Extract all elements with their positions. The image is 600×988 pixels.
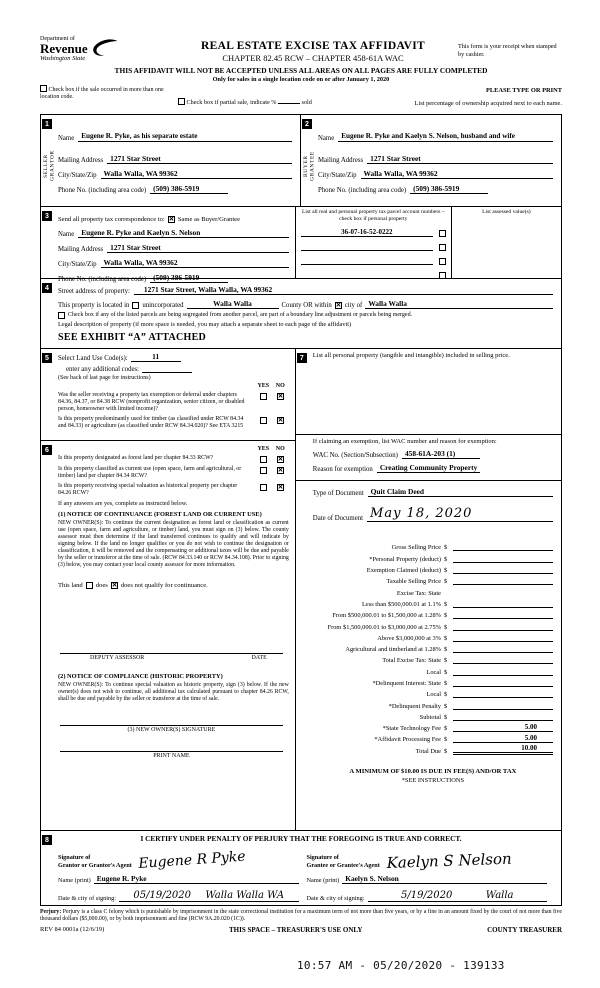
s5-yes-header: YES — [257, 383, 270, 389]
grantee-signature-field[interactable] — [383, 844, 547, 872]
grantee-city-handwriting: Walla — [485, 890, 514, 901]
land-does-not-checkbox[interactable]: ✕ — [111, 582, 118, 590]
buyer-csz-label: City/State/Zip — [318, 172, 357, 179]
print-name-line[interactable]: PRINT NAME — [60, 751, 283, 759]
total-due-field[interactable]: 10.00 — [453, 744, 553, 755]
same-as-buyer-checkbox[interactable]: ✕ — [168, 215, 175, 223]
grantee-date-city-label: Date & city of signing: — [306, 895, 365, 902]
additional-codes-field[interactable] — [142, 365, 192, 373]
county-treasurer-label: COUNTY TREASURER — [487, 926, 562, 935]
street-address-label: Street address of property: — [58, 288, 130, 295]
affidavit-processing-fee-field[interactable]: 5.00 — [453, 734, 553, 743]
dollar-sign: $ — [443, 544, 448, 552]
deputy-assessor-line[interactable] — [60, 653, 283, 661]
title-block — [168, 36, 458, 63]
this-land-label: This land — [58, 582, 83, 590]
reason-label: Reason for exemption — [312, 466, 373, 474]
header-notes — [40, 85, 562, 112]
s6-q3-no-checkbox[interactable]: ✕ — [277, 483, 284, 491]
total-excise-state-field[interactable] — [453, 656, 553, 664]
legal-description-label: Legal description of property (if more space is needed, you may attach a separate sheet to each page of the affidavit) — [58, 321, 352, 329]
seller-phone-field[interactable]: (509) 386-5919 — [150, 184, 228, 194]
corr-csz-label: City/State/Zip — [58, 260, 97, 268]
form-body — [40, 114, 562, 906]
dollar-sign: $ — [443, 747, 448, 755]
buyer-address-label: Mailing Address — [318, 157, 364, 164]
section-5-number: 5 — [42, 353, 52, 363]
section-3-number: 3 — [42, 211, 52, 221]
unincorporated-checkbox[interactable] — [132, 302, 139, 309]
if-yes-note: If any answers are yes, complete as instructed below. — [58, 500, 188, 507]
minimum-due-note: A MINIMUM OF $10.00 IS DUE IN FEE(S) AND/OR TAX — [349, 767, 517, 775]
dollar-sign: $ — [443, 657, 448, 665]
exemption-claimed-field[interactable] — [453, 566, 553, 574]
personal-property-deduct-field[interactable] — [453, 555, 553, 563]
seller-grantor-side-label — [43, 133, 56, 199]
dollar-sign: $ — [443, 612, 448, 620]
city-of-checkbox[interactable]: ✕ — [335, 302, 342, 309]
partial-sale-checkbox[interactable] — [178, 98, 185, 105]
seller-name-label: Name — [58, 135, 75, 142]
dollar-sign: $ — [443, 634, 448, 642]
buyer-name-label: Name — [318, 135, 335, 142]
corr-name-label: Name — [58, 230, 75, 238]
s6-q1-yes-checkbox[interactable] — [260, 456, 267, 463]
dollar-sign: $ — [443, 713, 448, 721]
does-label: does — [95, 582, 108, 590]
land-use-label: Select Land Use Code(s): — [58, 355, 128, 362]
section-5-6-7 — [41, 349, 561, 831]
cashier-timestamp: 10:57 AM - 05/20/2020 - 139133 — [297, 959, 505, 972]
grantor-signature-field[interactable] — [135, 844, 299, 872]
exemption-claimed-label: Exemption Claimed (deduct) — [366, 567, 441, 575]
type-of-document-label: Type of Document — [312, 490, 364, 498]
grantee-sig-label-line1: Signature of — [306, 854, 339, 862]
s6-q3-yes-checkbox[interactable] — [260, 484, 267, 491]
dollar-sign: $ — [443, 567, 448, 575]
agricultural-timberland-label: Agricultural and timberland at 1.28% — [345, 646, 441, 654]
additional-codes-label: enter any additional codes: — [66, 366, 140, 373]
dollar-sign: $ — [443, 623, 448, 631]
s5-no-header: NO — [275, 383, 285, 389]
section-6 — [41, 441, 295, 830]
partial-sale-percent-field[interactable] — [278, 98, 300, 104]
grantee-signature-handwriting: Kaelyn S Nelson — [386, 849, 512, 872]
section-4 — [41, 279, 561, 349]
type-of-document-field[interactable]: Quit Claim Deed — [368, 487, 553, 497]
buyer-side-word: BUYER — [303, 155, 309, 177]
dollar-sign: $ — [443, 691, 448, 699]
taxable-selling-price-label: Taxable Selling Price — [386, 578, 441, 586]
s5-q1-no-checkbox[interactable]: ✕ — [277, 393, 284, 400]
corr-phone-label: Phone No. (including area code) — [58, 275, 147, 283]
right-column — [296, 349, 561, 830]
total-excise-state-label: Total Excise Tax: State — [382, 657, 441, 665]
legal-description-value: SEE EXHIBIT “A” ATTACHED — [58, 332, 207, 344]
multi-location-checkbox[interactable] — [40, 85, 47, 92]
page-content — [40, 36, 562, 934]
tier2-label: From $500,000.01 to $1,500,000 at 1.28% — [332, 612, 441, 620]
ownership-percent-note: List percentage of ownership acquired next to each name. — [414, 100, 562, 107]
section-6-number: 6 — [42, 445, 52, 455]
agricultural-timberland-field[interactable] — [453, 645, 553, 653]
grantor-date-handwriting: 05/19/2020 — [133, 890, 192, 901]
section-7 — [296, 349, 561, 830]
delinquent-penalty-field[interactable] — [453, 702, 553, 710]
grantor-date-city-field[interactable] — [119, 890, 298, 902]
date-of-document-field[interactable] — [367, 506, 553, 522]
tier2-field[interactable] — [453, 611, 553, 619]
parcel-personal-checkbox-2[interactable] — [439, 244, 446, 251]
grantor-side-word: GRANTOR — [49, 150, 56, 182]
tier1-label: Less than $500,000.01 at 1.1% — [362, 600, 441, 608]
grantor-city-handwriting: Walla Walla WA — [205, 890, 285, 901]
please-type-or-print: PLEASE TYPE OR PRINT — [485, 87, 562, 94]
city-of-label: city of — [344, 302, 363, 309]
parcel-personal-checkbox-1[interactable] — [439, 230, 446, 237]
s5-q1-yes-checkbox[interactable] — [260, 393, 267, 400]
section-2-buyer — [301, 115, 561, 206]
divider — [296, 480, 561, 481]
s5-yes-no-header — [58, 383, 289, 389]
parcel-number-field-2[interactable] — [301, 243, 433, 251]
buyer-name-field[interactable]: Eugene R. Pyke and Kaelyn S. Nelson, husband and wife — [338, 132, 553, 142]
grantee-date-handwriting: 5/19/2020 — [401, 890, 453, 901]
segregated-checkbox[interactable] — [58, 312, 65, 319]
dor-logo-text — [40, 36, 88, 62]
seller-name-field[interactable]: Eugene R. Pyke, as his separate estate — [78, 132, 292, 142]
delinquent-interest-local-label: Local — [426, 691, 441, 699]
dollar-sign: $ — [443, 702, 448, 710]
notice-compliance-title: (2) NOTICE OF COMPLIANCE (HISTORIC PROPERTY) — [58, 673, 223, 681]
excise-tax-state-field — [453, 589, 553, 597]
s6-yes-no-header — [58, 446, 289, 452]
corr-phone-field[interactable]: (509) 386-5919 — [150, 273, 228, 283]
treasurer-space-label: THIS SPACE – TREASURER'S USE ONLY — [228, 926, 363, 935]
dollar-sign: $ — [443, 646, 448, 654]
notice-compliance-body: NEW OWNER(S): To continue special valuation as historic property, sign (3) below. If the new owner(s) does not wish to continue, all additional tax calculated pursuant to chapter 84.26 RCW, shall be due and payable by the seller or transferor at the time of sale. — [58, 682, 289, 703]
s6-q3-text: Is this property receiving special valuation as historical property per chapter 84.26 RCW? — [58, 482, 238, 496]
rev-form-code: REV 84 0001a (12/6/19) — [40, 926, 105, 934]
seller-address-label: Mailing Address — [58, 157, 104, 164]
s5-q2-text: Is this property predominantly used for timber (as classified under RCW 84.34 and 84.33) or agriculture (as classified under RCW 84.34.020)? See ETA 3215 — [58, 415, 244, 429]
section-7-number: 7 — [297, 353, 307, 363]
land-use-code-field[interactable]: 11 — [131, 352, 181, 362]
seller-csz-field[interactable]: Walla Walla, WA 99362 — [101, 169, 292, 179]
logo-washington-state: Washington State — [40, 55, 86, 62]
multi-location-label: Check box if the sale occurred in more than one location code. — [40, 87, 164, 101]
logo-department-of: Department of — [40, 36, 75, 42]
s5-q1-text: Was the seller receiving a property tax exemption or deferral under chapters 84.36, 84.37, or 84.38 RCW (nonprofit organization, senior citizen, or disabled person, homeowner with limited income)? — [58, 392, 245, 412]
state-technology-fee-label: *State Technology Fee — [382, 725, 441, 733]
logo-revenue: Revenue — [40, 41, 88, 56]
does-not-label: does not qualify for continuance. — [120, 582, 208, 590]
excise-tax-table — [313, 540, 553, 755]
notice-continuance-title: (1) NOTICE OF CONTINUANCE (FOREST LAND OR CURRENT USE) — [58, 510, 262, 518]
unincorporated-label: unincorporated — [142, 302, 184, 309]
grantee-print-name-label: Name (print) — [306, 877, 340, 884]
dor-swoosh-icon — [91, 37, 119, 59]
left-column — [41, 349, 296, 830]
corr-name-field[interactable]: Eugene R. Pyke and Kaelyn S. Nelson — [78, 228, 289, 238]
grantee-sig-label-line2: Grantee or Grantee's Agent — [306, 861, 380, 869]
date-of-document-label: Date of Document — [312, 515, 364, 523]
buyer-grantee-side-label — [303, 133, 316, 199]
notice-continuance-body: NEW OWNER(S): To continue the current designation as forest land or classification as current use (open space, farm and agriculture, or timber) land, you must sign on (3) below. The county assessor must then determine if the land transferred continues to qualify and will indicate by signing below. If the land no longer qualifies or you do not wish to continue the designation or classification, it will be removed and the compensating or additional taxes will be due and payable by the seller or transferor at the time of sale. (RCW 84.33.140 or RCW 84.34.108). Prior to signing (3) below, you may contact your local county assessor for more information. — [58, 519, 289, 568]
section-3-correspondence — [41, 207, 296, 283]
dollar-sign: $ — [443, 668, 448, 676]
buyer-csz-field[interactable]: Walla Walla, WA 99362 — [361, 169, 553, 179]
same-as-buyer-label: Same as Buyer/Grantee — [177, 215, 241, 223]
s6-q2-yes-checkbox[interactable] — [260, 467, 267, 474]
perjury-notice — [40, 909, 562, 923]
seller-address-field[interactable]: 1271 Star Street — [107, 154, 292, 164]
delinquent-interest-state-field[interactable] — [453, 679, 553, 687]
dollar-sign: $ — [443, 736, 448, 744]
assessed-values-column — [452, 207, 561, 278]
s6-no-header: NO — [275, 446, 285, 452]
perjury-text: Perjury is a class C felony which is punishable by imprisonment in the state correctional institution for a maximum term of not more than five years, or by a fine in an amount fixed by the court of not more than five thousand dollars ($5,000.00), or by both imprisonment and fine (RCW 9A.20.020 (1C)). — [40, 909, 563, 923]
corr-csz-field[interactable]: Walla Walla, WA 99362 — [101, 258, 289, 268]
delinquent-interest-local-field[interactable] — [453, 690, 553, 698]
section-2-number: 2 — [302, 119, 312, 129]
subtotal-field[interactable] — [453, 713, 553, 721]
dor-logo — [40, 36, 168, 62]
section-5 — [41, 349, 295, 441]
s6-question-1 — [58, 455, 289, 463]
grantor-sig-label-line1: Signature of — [58, 854, 91, 862]
tier4-label: Above $3,000,000 at 3% — [377, 634, 441, 642]
section-4-number: 4 — [42, 283, 52, 293]
dollar-sign: $ — [443, 600, 448, 608]
personal-property-deduct-label: *Personal Property (deduct) — [369, 555, 441, 563]
s6-yes-header: YES — [257, 446, 270, 452]
partial-sale-note — [178, 98, 312, 106]
only-sales-note: Only for sales in a single location code on or after January 1, 2020 — [212, 76, 390, 83]
personal-property-note: List all personal property (tangible and intangible) included in selling price. — [312, 352, 510, 359]
section-1-2 — [41, 115, 561, 207]
parcel-column-header: List all real and personal property tax parcel account numbers – check box if personal property — [302, 209, 445, 222]
segregated-note: Check box if any of the listed parcels are being segregated from another parcel, are part of a boundary line adjustment or parcels being merged. — [68, 312, 413, 318]
seller-side-word: SELLER — [43, 154, 49, 178]
see-instructions-note: *SEE INSTRUCTIONS — [401, 776, 465, 784]
grantee-print-name-field[interactable]: Kaelyn S. Nelson — [342, 874, 547, 884]
grantee-side-word: GRANTEE — [309, 151, 316, 181]
s6-question-2 — [58, 466, 289, 480]
total-due-label: Total Due — [415, 747, 441, 755]
footer-row — [40, 926, 562, 934]
deputy-date-label: DATE — [251, 655, 267, 662]
total-excise-local-field[interactable] — [453, 668, 553, 676]
buyer-phone-label: Phone No. (including area code) — [318, 187, 407, 194]
grantor-print-name-field[interactable]: Eugene R. Pyke — [94, 874, 299, 884]
corr-address-label: Mailing Address — [58, 245, 104, 253]
buyer-address-field[interactable]: 1271 Star Street — [367, 154, 553, 164]
s6-q1-no-checkbox[interactable]: ✕ — [277, 456, 284, 463]
personal-property-blank-area[interactable] — [313, 360, 553, 434]
s5-q2-no-checkbox[interactable]: ✕ — [277, 416, 284, 424]
grantor-sig-label-line2: Grantor or Grantor's Agent — [58, 861, 132, 869]
perjury-label: Perjury: — [40, 909, 62, 915]
parcel-personal-checkbox-3[interactable] — [439, 258, 446, 265]
grantor-signature-block — [58, 844, 307, 902]
tier1-field[interactable] — [453, 600, 553, 608]
grantor-signature-handwriting: Eugene R Pyke — [137, 848, 246, 872]
exemption-intro: If claiming an exemption, list WAC number and reason for exemption: — [312, 438, 497, 446]
delinquent-penalty-label: *Delinquent Penalty — [388, 702, 441, 710]
grantor-print-name-label: Name (print) — [58, 877, 91, 884]
dollar-sign: $ — [443, 725, 448, 733]
street-address-field[interactable]: 1271 Star Street, Walla Walla, WA 99362 — [134, 285, 553, 295]
s6-q2-no-checkbox[interactable]: ✕ — [277, 467, 284, 474]
header — [40, 36, 562, 63]
corr-address-field[interactable]: 1271 Star Street — [107, 243, 289, 253]
section-3 — [41, 207, 561, 283]
gross-selling-price-field[interactable] — [453, 543, 553, 551]
grantee-signature-block — [307, 844, 556, 902]
dollar-sign: $ — [443, 578, 448, 586]
excise-tax-state-label: Excise Tax: State — [396, 589, 441, 597]
grantor-date-city-label: Date & city of signing: — [58, 895, 117, 902]
s6-q1-text: Is this property designated as forest land per chapter 84.33 RCW? — [58, 455, 214, 461]
s6-q2-text: Is this property classified as current use (open space, farm and agricultural, or timber) land per chapter 84.34 RCW? — [58, 466, 242, 479]
continuance-row — [58, 582, 289, 589]
date-of-document-handwriting: May 18, 2020 — [370, 506, 473, 522]
tier4-field[interactable] — [453, 634, 553, 642]
section-1-number: 1 — [42, 119, 52, 129]
taxable-selling-price-field[interactable] — [453, 577, 553, 585]
see-back-note: (See back of last page for instructions) — [58, 375, 151, 381]
multi-location-note — [40, 85, 168, 101]
grantor-signature-label — [58, 854, 132, 869]
delinquent-interest-state-label: *Delinquent Interest: State — [372, 679, 441, 687]
county-name-field[interactable]: Walla Walla — [187, 299, 279, 309]
form-title: REAL ESTATE EXCISE TAX AFFIDAVIT — [201, 40, 425, 52]
receipt-note: This form is your receipt when stamped by cashier. — [458, 43, 557, 58]
warning-line: THIS AFFIDAVIT WILL NOT BE ACCEPTED UNLESS ALL AREAS ON ALL PAGES ARE FULLY COMPLETED — [114, 66, 488, 75]
s6-question-3 — [58, 483, 289, 497]
located-in-label: This property is located in — [58, 302, 130, 309]
wac-number-field[interactable]: 458-61A-203 (1) — [402, 449, 480, 459]
tier3-label: From $1,500,000.01 to $3,000,000 at 2.75% — [327, 623, 441, 631]
dollar-sign: $ — [443, 679, 448, 687]
assessed-values-header: List assessed value(s) — [482, 209, 531, 215]
seller-csz-label: City/State/Zip — [58, 172, 97, 179]
section-8 — [41, 831, 561, 905]
city-name-field[interactable]: Walla Walla — [365, 299, 553, 309]
section-1-seller — [41, 115, 301, 206]
buyer-phone-field[interactable]: (509) 386-5919 — [410, 184, 488, 194]
s5-question-1 — [58, 392, 289, 413]
s5-question-2 — [58, 416, 289, 430]
affidavit-processing-fee-label: *Affidavit Processing Fee — [374, 736, 441, 744]
dollar-sign: $ — [443, 555, 448, 563]
divider — [296, 434, 561, 435]
reason-field[interactable]: Creating Community Property — [377, 463, 480, 473]
grantee-date-city-field[interactable] — [368, 890, 547, 902]
wac-label: WAC No. (Section/Subsection) — [312, 452, 398, 460]
new-owner-signature-line[interactable]: (3) NEW OWNER(S) SIGNATURE — [60, 725, 283, 733]
certify-statement: I CERTIFY UNDER PENALTY OF PERJURY THAT THE FOREGOING IS TRUE AND CORRECT. — [140, 834, 462, 843]
seller-phone-label: Phone No. (including area code) — [58, 187, 147, 194]
section-8-number: 8 — [42, 835, 52, 845]
total-excise-local-label: Local — [426, 668, 441, 676]
state-technology-fee-field[interactable]: 5.00 — [453, 723, 553, 732]
correspondence-label: Send all property tax correspondence to: — [58, 215, 165, 223]
tier3-field[interactable] — [453, 623, 553, 631]
partial-sale-label: Check box if partial sale, indicate % — [186, 99, 277, 106]
grantee-signature-label — [307, 854, 380, 869]
parcel-numbers-column — [296, 207, 452, 278]
partial-sale-suffix: sold — [301, 99, 312, 106]
county-or-within-label: County OR within — [281, 302, 332, 309]
parcel-number-field-3[interactable] — [301, 257, 433, 265]
form-subtitle: CHAPTER 82.45 RCW – CHAPTER 458-61A WAC — [222, 53, 404, 63]
s5-q2-yes-checkbox[interactable] — [260, 417, 267, 424]
land-does-checkbox[interactable] — [86, 582, 93, 589]
gross-selling-price-label: Gross Selling Price — [391, 544, 441, 552]
parcel-number-field[interactable]: 36-07-16-52-0222 — [301, 228, 433, 237]
deputy-assessor-label: DEPUTY ASSESSOR — [90, 655, 145, 662]
subtotal-label: Subtotal — [419, 713, 441, 721]
signature-area — [41, 844, 561, 905]
